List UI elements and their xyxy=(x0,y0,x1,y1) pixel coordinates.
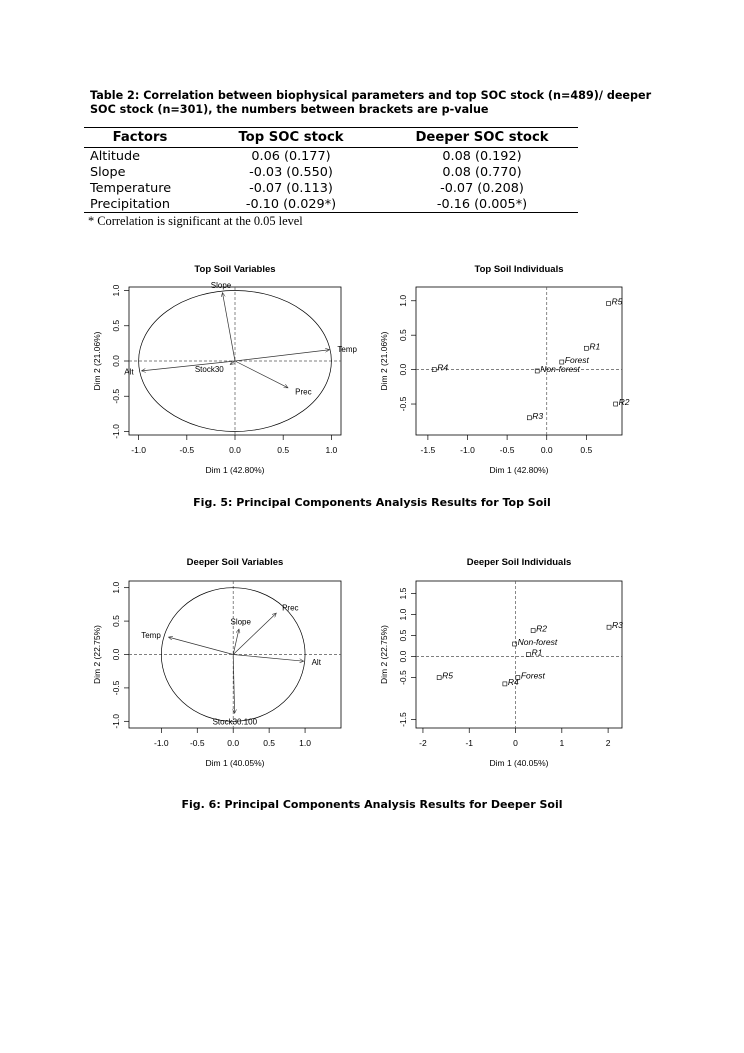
table-row xyxy=(84,164,578,180)
chart-title: Top Soil Variables xyxy=(194,264,276,275)
x-tick-label: 1.0 xyxy=(299,738,311,748)
individual-point xyxy=(607,302,611,306)
y-axis-label: Dim 2 (21.06%) xyxy=(379,331,389,391)
chart-title: Top Soil Individuals xyxy=(474,264,564,275)
individual-point xyxy=(437,676,441,680)
factor-cell: Altitude xyxy=(90,148,141,164)
individual-label: R3 xyxy=(612,620,623,631)
y-tick-label: 0.5 xyxy=(111,319,121,332)
variable-label: Prec xyxy=(282,603,299,613)
x-axis-label: Dim 1 (40.05%) xyxy=(489,758,549,768)
x-tick-label: -1.5 xyxy=(420,445,436,455)
x-axis-label: Dim 1 (42.80%) xyxy=(205,465,265,475)
y-tick-label: -0.5 xyxy=(111,388,121,404)
x-tick-label: 0.0 xyxy=(540,445,553,455)
individual-label: R3 xyxy=(532,410,544,421)
fig6-caption: Fig. 6: Principal Components Analysis Results for Deeper Soil xyxy=(181,798,563,811)
y-tick-label: -0.5 xyxy=(111,680,121,696)
x-tick-label: -0.5 xyxy=(499,445,515,455)
individual-point xyxy=(526,653,530,657)
y-tick-label: 1.0 xyxy=(398,294,408,307)
individual-point xyxy=(584,346,588,350)
y-tick-label: 0.0 xyxy=(398,363,408,376)
factor-cell: Temperature xyxy=(90,180,172,196)
individual-label: Non-forest xyxy=(540,363,580,374)
deeper-soil-variables-plot xyxy=(85,551,360,779)
factor-cell: Slope xyxy=(90,164,126,180)
variable-label: Slope xyxy=(210,280,232,290)
y-tick-label: 0.0 xyxy=(111,355,121,367)
y-tick-label: 0.5 xyxy=(398,329,408,342)
variable-label: Alt xyxy=(124,367,134,377)
y-tick-label: 1.0 xyxy=(398,608,408,621)
y-tick-label: 1.5 xyxy=(398,587,408,600)
top-soc-cell: -0.03 (0.550) xyxy=(249,164,333,180)
deeper-soc-cell: -0.16 (0.005*) xyxy=(386,196,578,213)
x-tick-label: 0.5 xyxy=(263,738,276,748)
x-tick-label: -0.5 xyxy=(179,445,195,455)
y-axis-label: Dim 2 (22.75%) xyxy=(92,624,102,685)
x-tick-label: 0.0 xyxy=(227,738,240,748)
x-tick-label: -2 xyxy=(419,738,427,748)
chart-title: Deeper Soil Individuals xyxy=(466,557,572,568)
individual-label: R5 xyxy=(442,670,454,681)
chart-title: Deeper Soil Variables xyxy=(186,557,284,568)
y-tick-label: 1.0 xyxy=(111,581,121,594)
individual-point xyxy=(531,629,535,633)
individual-label: Forest xyxy=(564,355,589,366)
variable-label: Alt xyxy=(311,657,321,667)
table-footnote: * Correlation is significant at the 0.05 level xyxy=(88,214,303,228)
table-row xyxy=(84,148,578,165)
y-tick-label: 0.5 xyxy=(111,615,121,628)
variable-arrow xyxy=(169,637,234,654)
individual-label: R4 xyxy=(507,676,519,687)
y-axis-label: Dim 2 (21.06%) xyxy=(92,331,102,391)
y-tick-label: -0.5 xyxy=(398,396,408,412)
top-soil-variables-plot xyxy=(85,258,360,483)
individual-point xyxy=(527,416,531,420)
individual-label: R2 xyxy=(618,397,630,408)
x-tick-label: 0.5 xyxy=(580,445,593,455)
variable-arrow xyxy=(233,629,239,654)
deeper-soc-cell: -0.07 (0.208) xyxy=(440,180,524,196)
y-tick-label: 0.5 xyxy=(398,629,408,642)
x-tick-label: -1.0 xyxy=(131,445,146,455)
variable-label: Temp xyxy=(337,344,357,354)
individual-label: R1 xyxy=(531,647,543,658)
table-caption: Table 2: Correlation between biophysical parameters and top SOC stock (n=489)/ deeper SOC stock (n=301), the numbers between brackets are p-value xyxy=(90,89,652,116)
variable-arrow xyxy=(233,655,303,662)
y-tick-label: 0.0 xyxy=(398,650,408,663)
variable-label: Prec xyxy=(295,387,312,397)
deeper-soc-cell: 0.08 (0.192) xyxy=(442,148,522,164)
individual-label: R5 xyxy=(611,296,623,307)
x-tick-label: -0.5 xyxy=(189,738,205,748)
variable-label: Stock30.100 xyxy=(212,717,258,727)
header-deeper-soc: Deeper SOC stock xyxy=(386,128,578,148)
variable-arrow xyxy=(222,293,235,361)
correlation-table xyxy=(84,127,578,213)
individual-point xyxy=(513,642,517,646)
x-tick-label: 0 xyxy=(513,738,518,748)
y-tick-label: 1.0 xyxy=(111,284,121,297)
top-soc-cell: 0.06 (0.177) xyxy=(251,148,331,164)
y-tick-label: -0.5 xyxy=(398,670,408,685)
x-tick-label: -1.0 xyxy=(154,738,169,748)
individual-label: R1 xyxy=(589,341,601,352)
x-tick-label: 1.0 xyxy=(325,445,338,455)
variable-label: Slope xyxy=(230,617,251,627)
individual-label: R4 xyxy=(437,362,449,373)
top-soil-individuals-plot xyxy=(372,258,647,483)
factor-cell: Precipitation xyxy=(84,196,196,213)
individual-point xyxy=(503,682,507,686)
y-tick-label: -1.0 xyxy=(111,424,121,439)
plot-frame xyxy=(416,287,622,435)
x-tick-label: 0.0 xyxy=(229,445,241,455)
y-tick-label: -1.0 xyxy=(111,713,121,729)
variable-arrow xyxy=(235,350,329,361)
y-tick-label: 0.0 xyxy=(111,648,121,661)
individual-point xyxy=(614,402,618,406)
variable-arrow xyxy=(235,361,288,388)
table-row xyxy=(84,180,578,196)
plot-frame xyxy=(416,581,622,728)
y-axis-label: Dim 2 (22.75%) xyxy=(379,624,389,685)
x-tick-label: -1.0 xyxy=(460,445,475,455)
x-tick-label: 0.5 xyxy=(277,445,290,455)
variable-label: Temp xyxy=(141,631,161,641)
fig5-caption: Fig. 5: Principal Components Analysis Results for Top Soil xyxy=(193,496,551,509)
top-soc-cell: -0.10 (0.029*) xyxy=(196,196,386,213)
x-tick-label: 1 xyxy=(559,738,565,748)
individual-label: R2 xyxy=(536,623,547,634)
x-axis-label: Dim 1 (42.80%) xyxy=(489,465,549,475)
header-top-soc: Top SOC stock xyxy=(196,128,386,148)
individual-label: Forest xyxy=(520,670,545,681)
x-axis-label: Dim 1 (40.05%) xyxy=(205,758,265,768)
individual-label: Non-forest xyxy=(517,637,558,647)
top-soc-cell: -0.07 (0.113) xyxy=(249,180,333,196)
x-tick-label: -1 xyxy=(465,738,474,748)
deeper-soil-individuals-plot xyxy=(372,551,647,779)
individual-point xyxy=(607,625,611,629)
y-tick-label: -1.5 xyxy=(398,712,408,727)
header-factors: Factors xyxy=(84,128,196,148)
table-header-row xyxy=(84,128,578,148)
deeper-soc-cell: 0.08 (0.770) xyxy=(442,164,522,180)
table-row xyxy=(84,196,578,213)
variable-label: Stock30 xyxy=(194,365,224,375)
x-tick-label: 2 xyxy=(605,738,611,748)
